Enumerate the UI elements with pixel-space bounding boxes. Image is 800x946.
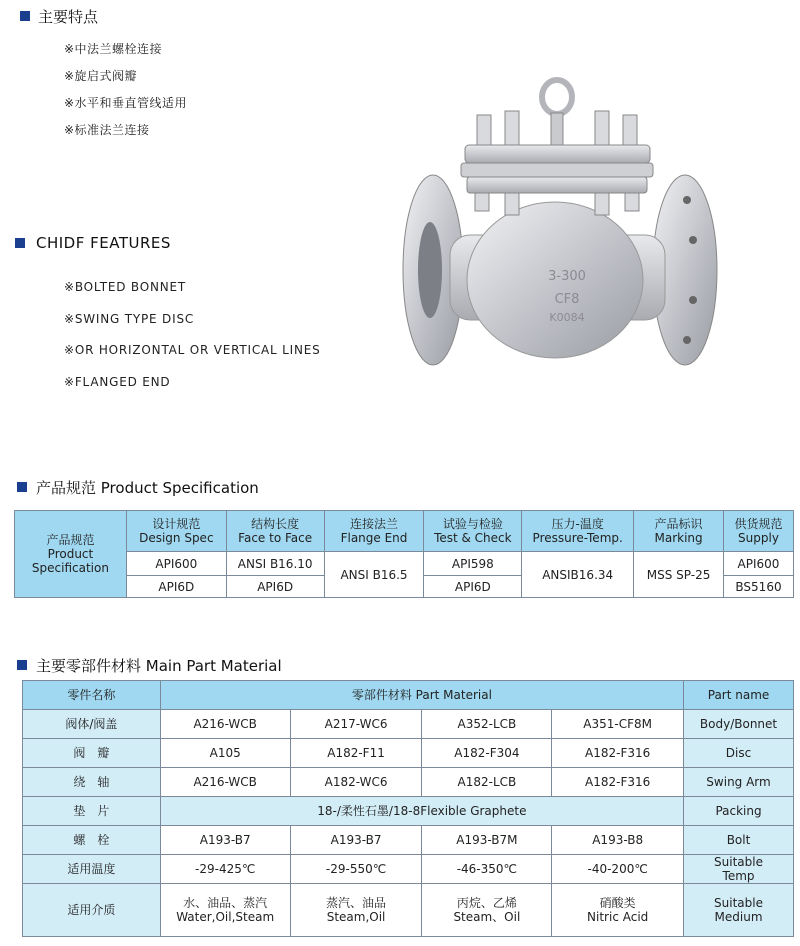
material-cell: A216-WCB <box>160 710 290 739</box>
material-cell: 硝酸类 Nitric Acid <box>552 884 684 937</box>
material-cell: A182-F316 <box>552 739 684 768</box>
material-cell: A216-WCB <box>160 768 290 797</box>
material-cell: 蒸汽、油品 Steam,Oil <box>290 884 422 937</box>
spec-table <box>14 510 794 598</box>
material-cell: -29-425℃ <box>160 855 290 884</box>
material-part-name: Suitable Temp <box>684 855 794 884</box>
material-cell: A182-F304 <box>422 739 552 768</box>
feature-en-item: ※OR HORIZONTAL OR VERTICAL LINES <box>64 343 321 357</box>
material-cell: A182-LCB <box>422 768 552 797</box>
spec-cell: ANSI B16.5 <box>324 552 424 598</box>
swing-check-valve-image <box>395 75 725 395</box>
feature-cn-item: ※水平和垂直管线适用 <box>64 96 188 110</box>
material-cell: A193-B7 <box>290 826 422 855</box>
material-part: 适用介质 <box>23 884 161 937</box>
material-cell: -40-200℃ <box>552 855 684 884</box>
material-part-name: Bolt <box>684 826 794 855</box>
spec-col-header: 试验与检验 Test & Check <box>424 511 522 552</box>
material-cell: 水、油品、蒸汽 Water,Oil,Steam <box>160 884 290 937</box>
material-part: 适用温度 <box>23 855 161 884</box>
material-col-header: 零件名称 <box>23 681 161 710</box>
spec-cell: API6D <box>226 576 324 598</box>
material-col-header: Part name <box>684 681 794 710</box>
features-en-heading: CHIDF FEATURES <box>36 234 171 252</box>
material-cell: A105 <box>160 739 290 768</box>
spec-heading: 产品规范 Product Specification <box>36 479 259 497</box>
material-cell: A182-F316 <box>552 768 684 797</box>
features-cn-heading: 主要特点 <box>38 8 99 26</box>
material-cell: A217-WC6 <box>290 710 422 739</box>
material-part-name: Disc <box>684 739 794 768</box>
feature-en-item: ※FLANGED END <box>64 375 171 389</box>
valve-marking-text: CF8 <box>554 292 580 307</box>
spec-row-header <box>15 511 127 598</box>
material-cell: -46-350℃ <box>422 855 552 884</box>
material-part-name: Body/Bonnet <box>684 710 794 739</box>
spec-cell: BS5160 <box>724 576 794 598</box>
material-cell: A193-B8 <box>552 826 684 855</box>
material-cell: A193-B7 <box>160 826 290 855</box>
feature-en-item: ※BOLTED BONNET <box>64 280 187 294</box>
material-part: 阀 瓣 <box>23 739 161 768</box>
material-part-name: Swing Arm <box>684 768 794 797</box>
bullet-square-icon <box>17 482 27 492</box>
feature-cn-item: ※旋启式阀瓣 <box>64 69 138 83</box>
material-part: 螺 栓 <box>23 826 161 855</box>
material-cell: 丙烷、乙烯 Steam、Oil <box>422 884 552 937</box>
material-heading: 主要零部件材料 Main Part Material <box>36 657 282 675</box>
spec-cell: API6D <box>126 576 226 598</box>
material-part: 绕 轴 <box>23 768 161 797</box>
feature-en-item: ※SWING TYPE DISC <box>64 312 195 326</box>
spec-cell: API600 <box>126 552 226 576</box>
spec-col-header: 结构长度 Face to Face <box>226 511 324 552</box>
spec-row-header-en: Product Specification <box>31 547 109 575</box>
bullet-square-icon <box>20 11 30 21</box>
material-cell: A182-F11 <box>290 739 422 768</box>
spec-col-header: 产品标识 Marking <box>634 511 724 552</box>
feature-cn-item: ※中法兰螺栓连接 <box>64 42 163 56</box>
valve-marking-text: 3-300 <box>548 269 586 284</box>
material-cell: 18-/柔性石墨/18-8Flexible Graphete <box>160 797 683 826</box>
material-part-name: Suitable Medium <box>684 884 794 937</box>
spec-cell: ANSI B16.10 <box>226 552 324 576</box>
material-part: 阀体/阀盖 <box>23 710 161 739</box>
material-cell: -29-550℃ <box>290 855 422 884</box>
spec-cell: API598 <box>424 552 522 576</box>
material-table <box>22 680 794 937</box>
material-col-header: 零部件材料 Part Material <box>160 681 683 710</box>
material-part: 垫 片 <box>23 797 161 826</box>
feature-cn-item: ※标准法兰连接 <box>64 123 150 137</box>
spec-col-header: 供货规范 Supply <box>724 511 794 552</box>
bullet-square-icon <box>17 660 27 670</box>
spec-cell: ANSIB16.34 <box>522 552 634 598</box>
material-cell: A193-B7M <box>422 826 552 855</box>
spec-row-header-cn: 产品规范 <box>46 533 95 547</box>
material-part-name: Packing <box>684 797 794 826</box>
spec-col-header: 设计规范 Design Spec <box>126 511 226 552</box>
material-cell: A351-CF8M <box>552 710 684 739</box>
bullet-square-icon <box>15 238 25 248</box>
spec-cell: API6D <box>424 576 522 598</box>
valve-marking-text: K0084 <box>549 311 585 324</box>
spec-cell: MSS SP-25 <box>634 552 724 598</box>
spec-col-header: 压力-温度 Pressure-Temp. <box>522 511 634 552</box>
spec-cell: API600 <box>724 552 794 576</box>
material-cell: A182-WC6 <box>290 768 422 797</box>
material-cell: A352-LCB <box>422 710 552 739</box>
spec-col-header: 连接法兰 Flange End <box>324 511 424 552</box>
